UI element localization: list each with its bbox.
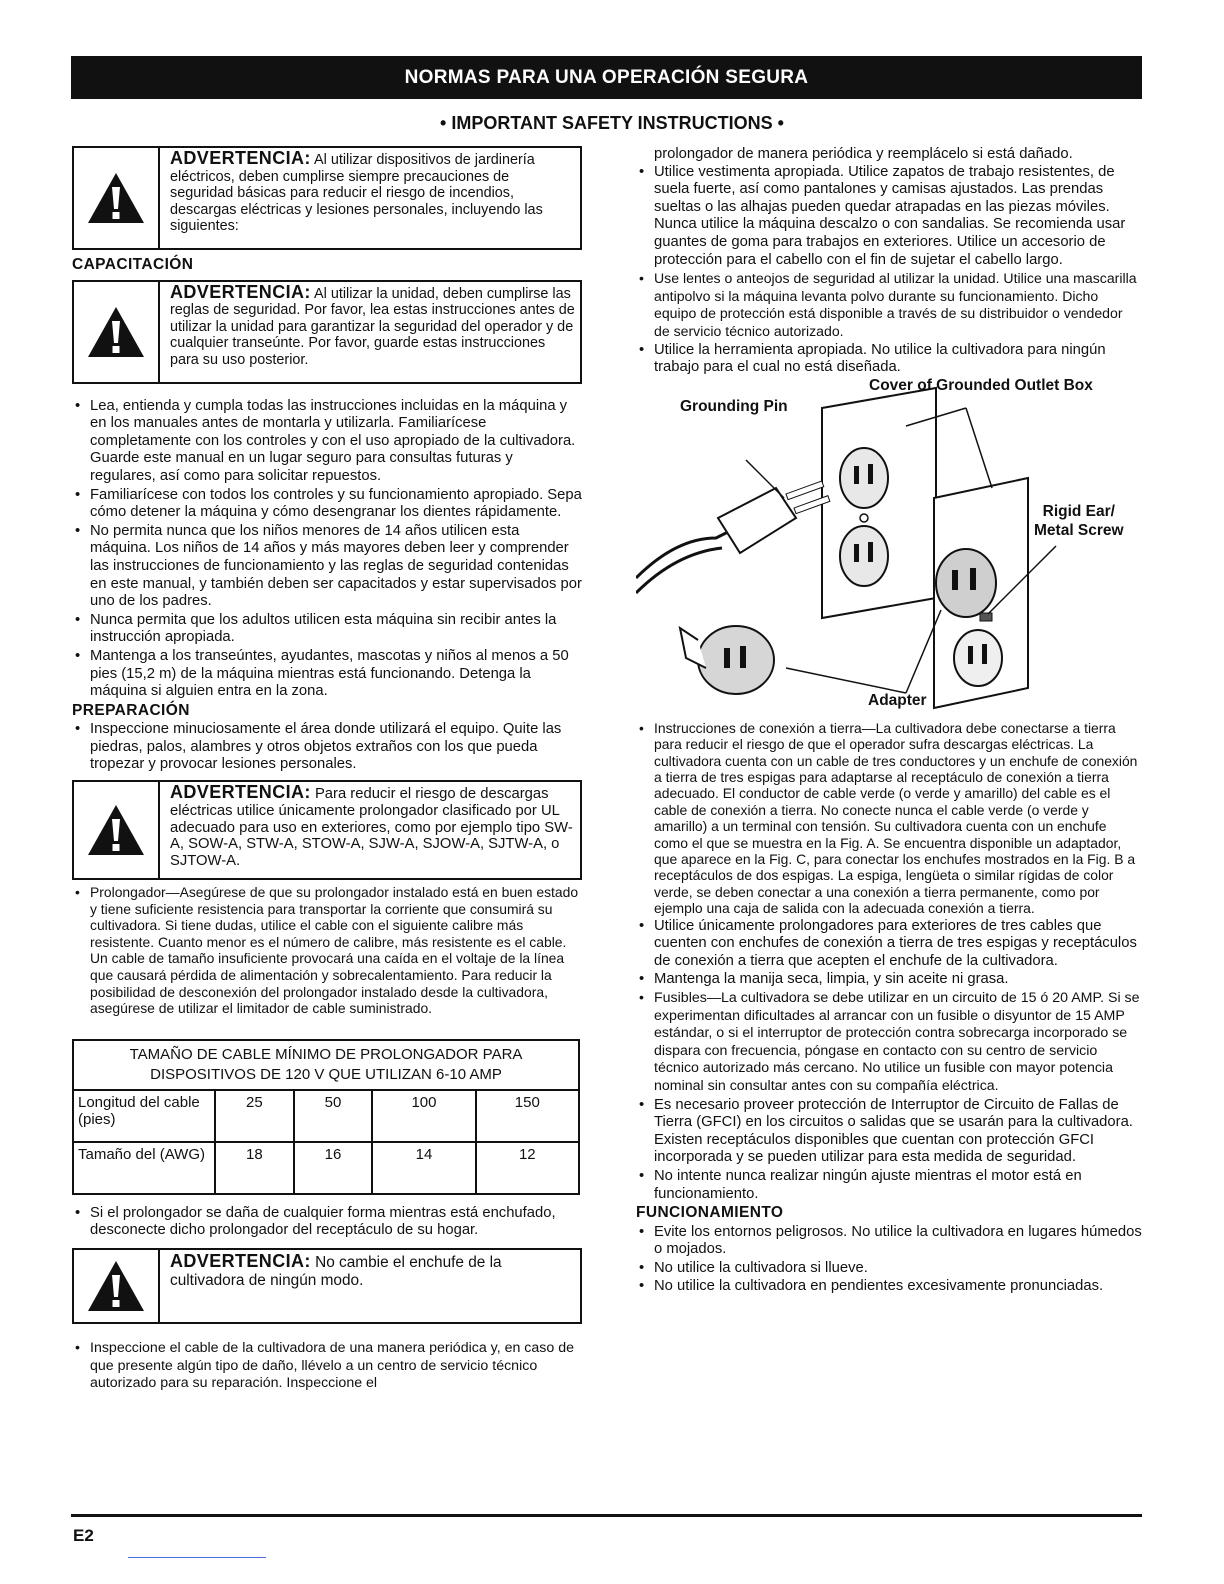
grounding-illustration [636,378,1142,718]
list-item: • No utilice la cultivadora si llueve. [636,1260,1142,1278]
page-number: E2 [73,1526,94,1545]
list-item: • No permita nunca que los niños menores de 14 años utilicen esta máquina. Los niños de 14 años y más mayores deben leer y comprender las instrucciones de funcionamiento y las reglas de seguridad contenidas en este manual, y también deben ser capacitados y estar supervisados por uno de los padres. [72,523,582,611]
warning-box [72,780,582,880]
list-item: • Familiarícese con todos los controles y su funcionamiento apropiado. Sepa cómo detener la máquina y cómo desengranar los dientes rápidamente. [72,487,582,522]
list-item: • Utilice únicamente prolongadores para exteriores de tres cables que cuenten con enchufes de conexión a tierra de tres espigas y receptáculos de conexión a tierra que acepten el enchufe de la cultivadora. [636,918,1142,971]
list-item: • Evite los entornos peligrosos. No utilice la cultivadora en lugares húmedos o mojados. [636,1224,1142,1259]
section-title-capacitacion: CAPACITACIÓN [72,256,194,273]
table-cell: 18 [215,1142,294,1194]
list-item: • Inspeccione el cable de la cultivadora de una manera periódica y, en caso de que presente algún tipo de daño, llévelo a un centro de servicio técnico autorizado para su reparación. Inspeccione el [72,1340,582,1393]
table-row [73,1090,579,1142]
table-cell: 150 [476,1090,579,1142]
page-header [71,56,1142,99]
warning-triangle-icon [74,1250,160,1322]
list-item: • Fusibles—La cultivadora se debe utilizar en un circuito de 15 ó 20 AMP. Si se experimentan dificultades al arrancar con un fusible o disyuntor de 15 AMP estándar, o si el interruptor de protección contra sobrecarga incorporado se dispara con frecuencia, póngase en contacto con su centro de servicio técnico autorizado más cercano. No utilice un fusible con mayor potencia nominal sin consultar antes con su compañía eléctrica. [636,990,1142,1096]
funcionamiento-list [636,1224,1142,1296]
figure-label-ear-line: Metal Screw [1034,521,1124,539]
footer-rule [71,1514,1142,1517]
figure-label-ear [1034,502,1124,540]
table-caption-line: TAMAÑO DE CABLE MÍNIMO DE PROLONGADOR PARA [129,1045,523,1063]
warning-title: ADVERTENCIA: [170,782,311,803]
warning-triangle-icon [74,282,160,382]
left-column [72,146,582,1394]
right-top-list [636,164,1142,377]
figure-label-cover: Cover of Grounded Outlet Box [869,376,1093,394]
table-cell: 16 [294,1142,373,1194]
table-caption-line: DISPOSITIVOS DE 120 V QUE UTILIZAN 6-10 AMP [150,1065,502,1083]
list-item: • Inspeccione minuciosamente el área donde utilizará el equipo. Quite las piedras, palos, alambres y otros objetos extraños con los que pueda tropezar y provocar lesiones personales. [72,721,582,774]
table-cell: 50 [294,1090,373,1142]
continuation-text: prolongador de manera periódica y reemplácelo si está dañado. [654,146,1073,162]
section-title-funcionamiento: FUNCIONAMIENTO [636,1204,784,1222]
list-item: • Utilice vestimenta apropiada. Utilice zapatos de trabajo resistentes, de suela fuerte, así como pantalones y camisas ajustados. Las prendas sueltas o las alhajas pueden quedar atrapadas en las piezas móviles. Nunca utilice la máquina descalzo o con sandalias. Se recomienda usar guantes de goma para trabajos en exteriores. Utilice un accesorio de protección para el cabello con el fin de sujetar el cabello largo. [636,164,1142,270]
after-table-list [72,1205,582,1240]
list-item: • Si el prolongador se daña de cualquier forma mientras está enchufado, desconecte dicho prolongador del receptáculo de su hogar. [72,1205,582,1240]
warning-box [72,146,582,250]
grounding-figure [636,378,1142,718]
table-caption-row [73,1040,579,1090]
warning-triangle-icon [74,782,160,878]
warning-text: Para reducir el riesgo de descargas eléctricas utilice únicamente prolongador clasificado por UL adecuado para uso en exteriores, como por ejemplo tipo SW-A, SOW-A, STW-A, STOW-A, SJW-A, SJOW-A, SJTW-A, o SJTOW-A. [170,786,573,870]
prolongador-list [72,884,582,1017]
preparacion-list [72,721,582,774]
right-column [636,146,1142,1297]
header-title: NORMAS PARA UNA OPERACIÓN SEGURA [404,66,809,88]
warning-box [72,1248,582,1324]
warning-title: ADVERTENCIA: [170,281,311,302]
warning-text: Al utilizar la unidad, deben cumplirse las reglas de seguridad. Por favor, lea estas instrucciones antes de utilizar la unidad para garantizar la seguridad del operador y de cualquier transeúnte. Por favor, guarde estas instrucciones para su uso posterior. [170,285,575,368]
table-cell: 12 [476,1142,579,1194]
table-cell: 100 [372,1090,475,1142]
list-item: • Lea, entienda y cumpla todas las instrucciones incluidas en la máquina y en los manuales antes de montarla y utilizarla. Familiarícese completamente con los controles y con el uso apropiado de la cultivadora. Guarde este manual en un lugar seguro para consultas futuras y regulares, así como para solicitar repuestos. [72,398,582,486]
list-item: • No utilice la cultivadora en pendientes excesivamente pronunciadas. [636,1278,1142,1296]
right-bottom-list [636,720,1142,1203]
list-item: • Use lentes o anteojos de seguridad al utilizar la unidad. Utilice una mascarilla antipolvo si la máquina levanta polvo durante su funcionamiento. Dicho equipo de protección está disponible a través de su distribuidor o vendedor de servicio técnico autorizado. [636,270,1142,340]
warning-triangle-icon [74,148,160,248]
table-row-label: Tamaño del (AWG) [73,1142,215,1194]
warning-text: Al utilizar dispositivos de jardinería eléctricos, deben cumplirse siempre precauciones de seguridad básicas para reducir el riesgo de incendios, descargas eléctricas y lesiones personales, incluyendo las siguientes: [170,152,543,235]
warning-title: ADVERTENCIA: [170,148,311,168]
table-cell: 25 [215,1090,294,1142]
subheading: • IMPORTANT SAFETY INSTRUCTIONS • [440,113,784,133]
figure-label-pin: Grounding Pin [680,397,788,415]
list-item: • Mantenga la manija seca, limpia, y sin aceite ni grasa. [636,971,1142,989]
table-cell: 14 [372,1142,475,1194]
table-row [73,1142,579,1194]
last-list [72,1340,582,1393]
list-item: • Es necesario proveer protección de Interruptor de Circuito de Fallas de Tierra (GFCI) en los circuitos o salidas que se usarán para la cultivadora. Existen receptáculos disponibles que cuentan con protección GFCI incorporada y se pueden utilizar para esta medida de seguridad. [636,1097,1142,1167]
figure-label-adapter: Adapter [868,691,927,709]
list-item: • No intente nunca realizar ningún ajuste mientras el motor está en funcionamiento. [636,1168,1142,1203]
list-item: • Nunca permita que los adultos utilicen esta máquina sin recibir antes la instrucción apropiada. [72,612,582,647]
list-item: • Utilice la herramienta apropiada. No utilice la cultivadora para ningún trabajo para el cual no está diseñada. [636,342,1142,377]
list-item: • Instrucciones de conexión a tierra—La cultivadora debe conectarse a tierra para reducir el riesgo de que el operador sufra descargas eléctricas. La cultivadora cuenta con un cable de tres conductores y un enchufe de conexión a tierra de tres espigas para adaptarse al receptáculo de conexión a tierra adecuado. El conductor de cable verde (o verde y amarillo) del cable es el cable de conexión a tierra. No conecte nunca el cable verde (o verde y amarillo) a un terminal con tensión. Su cultivadora cuenta con un enchufe como el que se muestra en la Fig. A. Se encuentra disponible un adaptador, que aparece en la Fig. C, para conectar los enchufes mostrados en la Fig. B a receptáculos de dos espigas. La espiga, lengüeta o similar rígidas de color verde, se deben conectar a una conexión a tierra permanente, como por ejemplo una caja de salida con la adecuada conexión a tierra. [636,720,1142,917]
warning-box [72,280,582,384]
capacitacion-list [72,398,582,701]
list-item: • Mantenga a los transeúntes, ayudantes, mascotas y niños al menos a 50 pies (15,2 m) de la máquina mientras está funcionando. Detenga la máquina si alguien entra en la zona. [72,648,582,701]
section-title-preparacion: PREPARACIÓN [72,701,190,719]
list-item: • Prolongador—Asegúrese de que su prolongador instalado está en buen estado y tiene suficiente resistencia para transportar la corriente que consumirá su cultivadora. Si tiene dudas, utilice el cable con el siguiente calibre más resistente. Cuanto menor es el número de calibre, más resistente es el cable. Un cable de tamaño insuficiente provocará una caída en el voltaje de la línea que causará pérdida de alimentación y sobrecalentamiento. Para reducir la posibilidad de desconexión del prolongador instalado desde la cultivadora, asegúrese de utilizar el limitador de cable suministrado. [72,884,582,1017]
warning-title: ADVERTENCIA: [170,1251,311,1271]
figure-label-ear-line: Rigid Ear/ [1042,502,1115,520]
cable-size-table [72,1039,580,1195]
bottom-link-underline [128,1557,266,1558]
table-row-label: Longitud del cable (pies) [73,1090,215,1142]
warning-text: No cambie el enchufe de la cultivadora de ningún modo. [170,1254,502,1289]
